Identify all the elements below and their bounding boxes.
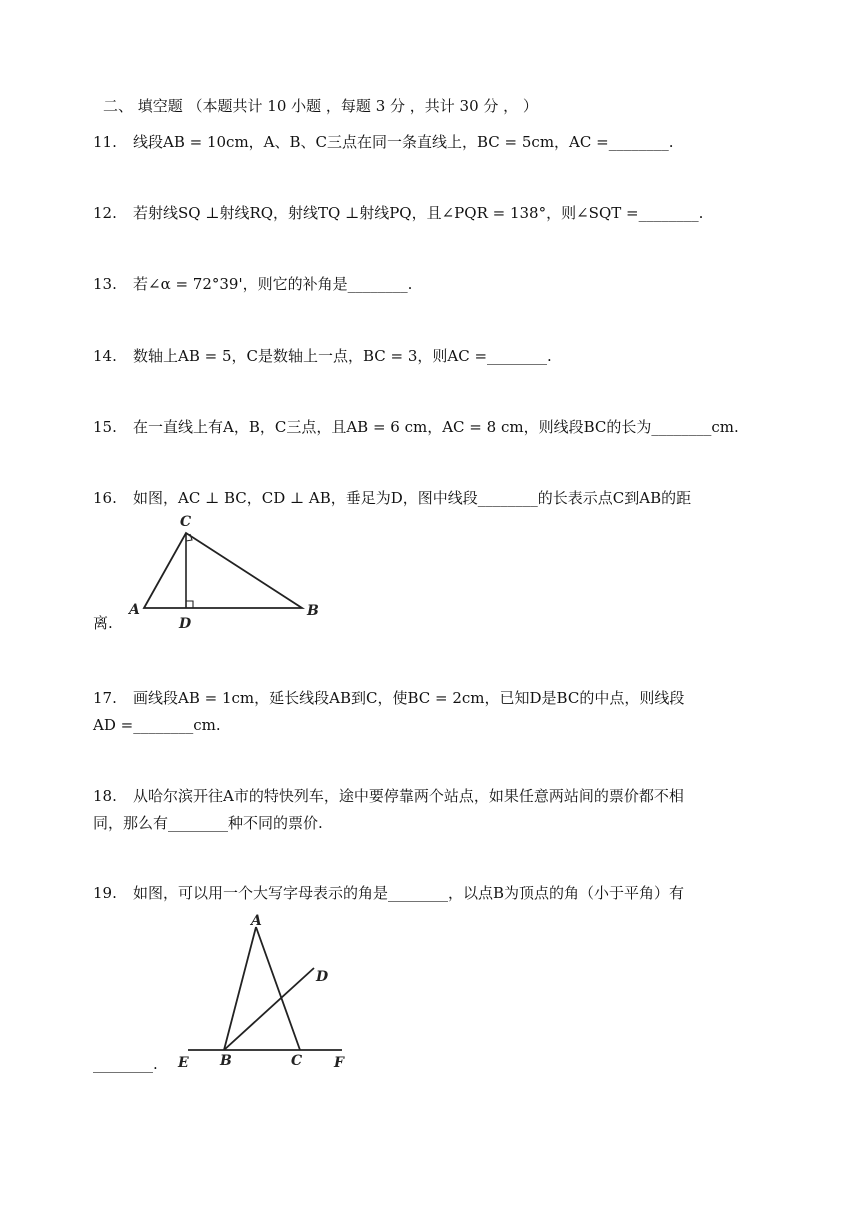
question-19-number: 19. <box>93 884 117 902</box>
figure-19-triangle <box>170 905 360 1075</box>
figure-16-label-d: D <box>179 616 192 630</box>
figure-19-label-c: C <box>291 1053 303 1069</box>
question-15-number: 15. <box>93 418 117 436</box>
question-18-continuation: 同，那么有________种不同的票价. <box>93 814 323 832</box>
question-16-text: 如图，AC ⊥ BC，CD ⊥ AB，垂足为D，图中线段________的长表示点C到AB的距 <box>133 489 692 507</box>
question-14-number: 14. <box>93 347 117 365</box>
question-19-continuation: ________. <box>93 1055 158 1073</box>
question-18-number: 18. <box>93 787 117 805</box>
question-15-text: 在一直线上有A，B，C三点，且AB = 6 cm，AC = 8 cm，则线段BC的长为________cm. <box>133 418 739 436</box>
question-11-number: 11. <box>93 133 117 151</box>
figure-19-label-a: A <box>251 913 262 929</box>
figure-19-label-f: F <box>334 1055 344 1071</box>
question-16-continuation: 离. <box>93 614 113 632</box>
figure-19-label-e: E <box>178 1055 189 1071</box>
question-11-text: 线段AB = 10cm，A、B、C三点在同一条直线上，BC = 5cm，AC =________. <box>133 133 674 151</box>
figure-16-label-c: C <box>180 514 192 530</box>
question-13-text: 若∠α = 72°39'，则它的补角是________. <box>133 275 413 293</box>
question-14-text: 数轴上AB = 5，C是数轴上一点，BC = 3，则AC =________. <box>133 347 552 365</box>
figure-16-label-b: B <box>307 603 319 619</box>
question-17-number: 17. <box>93 689 117 707</box>
figure-19-label-b: B <box>220 1053 232 1069</box>
figure-19-label-d: D <box>316 969 329 985</box>
question-18-text: 从哈尔滨开往A市的特快列车，途中要停靠两个站点，如果任意两站间的票价都不相 <box>133 787 684 805</box>
question-17-text: 画线段AB = 1cm，延长线段AB到C，使BC = 2cm，已知D是BC的中点，则线段 <box>133 689 685 707</box>
question-17-continuation: AD =________cm. <box>93 716 221 734</box>
figure-16-triangle <box>120 510 330 630</box>
section-header: 二、 填空题 （本题共计 10 小题 ，每题 3 分 ，共计 30 分 ， ） <box>103 97 538 115</box>
figure-16-label-a: A <box>129 602 140 618</box>
question-19-text: 如图，可以用一个大写字母表示的角是________，以点B为顶点的角（小于平角）有 <box>133 884 685 902</box>
question-12-number: 12. <box>93 204 117 222</box>
question-13-number: 13. <box>93 275 117 293</box>
question-16-number: 16. <box>93 489 117 507</box>
question-12-text: 若射线SQ ⊥射线RQ，射线TQ ⊥射线PQ，且∠PQR = 138°，则∠SQT =________. <box>133 204 704 222</box>
